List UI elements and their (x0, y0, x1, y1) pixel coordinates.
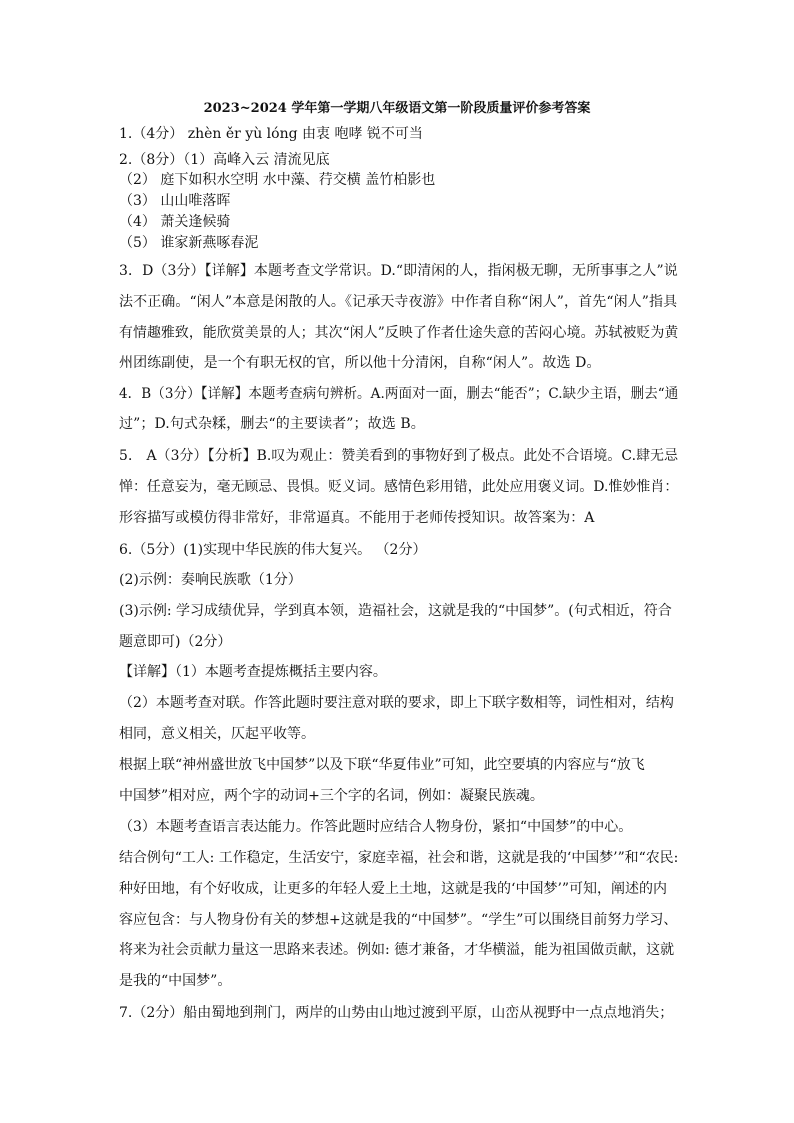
answer-line-q5-1: 5． A（3分）【分析】B.叹为观止：赞美看到的事物好到了极点。此处不合语境。C.肆无忌 (119, 448, 679, 464)
answer-line-q6-2: (2)示例：奏响民族歌（1分） (119, 572, 302, 588)
answer-line-q6-7: 相同，意义相关，仄起平收等。 (119, 726, 315, 742)
answer-line-q4-1: 4．B（3分）【详解】本题考查病句辨析。A.两面对一面，删去“能否”；C.缺少主语，删去“通 (119, 386, 679, 402)
answer-line-q6-9: 中国梦”相对应，两个字的动词+三个字的名词，例如：凝聚民族魂。 (119, 788, 544, 804)
answer-line-q6-14: 将来为社会贡献力量这一思路来表述。例如: 德才兼备，才华横溢，能为祖国做贡献，这就 (119, 942, 675, 958)
answer-line-q6-3: (3)示例: 学习成绩优异，学到真本领，造福社会，这就是我的“中国梦”。(句式相近，符合 (119, 603, 672, 619)
answer-line-q6-1: 6.（5分）(1)实现中华民族的伟大复兴。 （2分） (119, 542, 427, 558)
answer-line-q2-3: （3） 山山唯落晖 (119, 193, 231, 209)
answer-line-q7-1: 7.（2分）船由蜀地到荆门，两岸的山势由山地过渡到平原，山峦从视野中一点点地消失； (119, 1005, 674, 1021)
answer-line-q6-11: 结合例句“工人: 工作稳定，生活安宁，家庭幸福，社会和谐，这就是我的‘中国梦’”和“农民: (119, 850, 679, 866)
answer-line-q3-2: 法不正确。“闲人”本意是闲散的人。《记承天寺夜游》中作者自称“闲人”，首先“闲人”指具 (119, 294, 678, 310)
answer-line-q5-3: 形容描写或模仿得非常好，非常逼真。不能用于老师传授知识。故答案为：A (119, 510, 595, 526)
answer-line-q3-3: 有情趣雅致，能欣赏美景的人；其次“闲人”反映了作者仕途失意的苦闷心境。苏轼被贬为黄 (119, 325, 679, 341)
answer-line-q4-2: 过”；D.句式杂糅，删去“的主要读者”；故选 B。 (119, 416, 425, 432)
answer-line-q3-1: 3．D（3分）【详解】本题考查文学常识。D.“即清闲的人，指闲极无聊，无所事事之人”说 (119, 263, 678, 279)
answer-line-q1: 1.（4分） zhèn ěr yù lóng 由衷 咆哮 锐不可当 (119, 126, 423, 142)
answer-line-q6-10: （3）本题考查语言表达能力。作答此题时应结合人物身份，紧扣“中国梦”的中心。 (119, 819, 633, 835)
page-title: 2023~2024 学年第一学期八年级语文第一阶段质量评价参考答案 (203, 101, 591, 116)
answer-line-q3-4: 州团练副使，是一个有职无权的官，所以他十分清闲，自称“闲人”。故选 D。 (119, 355, 601, 371)
answer-line-q6-13: 容应包含：与人物身份有关的梦想+这就是我的“中国梦”。“学生”可以围绕目前努力学习、 (119, 912, 678, 928)
answer-line-q2-5: （5） 谁家新燕啄春泥 (119, 235, 259, 251)
answer-line-q6-15: 是我的“中国梦”。 (119, 973, 232, 989)
answer-line-q6-4: 题意即可)（2分） (119, 634, 232, 650)
answer-line-q2-2: （2） 庭下如积水空明 水中藻、荇交横 盖竹柏影也 (119, 172, 436, 188)
answer-line-q2: 2.（8分）（1）高峰入云 清流见底 (119, 152, 330, 168)
answer-line-q2-4: （4） 萧关逢候骑 (119, 214, 231, 230)
answer-line-q6-6: （2）本题考查对联。作答此题时要注意对联的要求，即上下联字数相等，词性相对，结构 (119, 695, 674, 711)
answer-line-q6-12: 种好田地，有个好收成，让更多的年轻人爱上土地，这就是我的‘中国梦’”可知，阐述的内 (119, 881, 668, 897)
answer-line-q6-8: 根据上联“神州盛世放飞中国梦”以及下联“华夏伟业”可知，此空要填的内容应与“放飞 (119, 757, 645, 773)
answer-line-q6-5: 【详解】（1）本题考查提炼概括主要内容。 (119, 664, 387, 680)
answer-line-q5-2: 惮：任意妄为，毫无顾忌、畏惧。贬义词。感情色彩用错，此处应用褒义词。D.惟妙惟肖： (119, 479, 679, 495)
